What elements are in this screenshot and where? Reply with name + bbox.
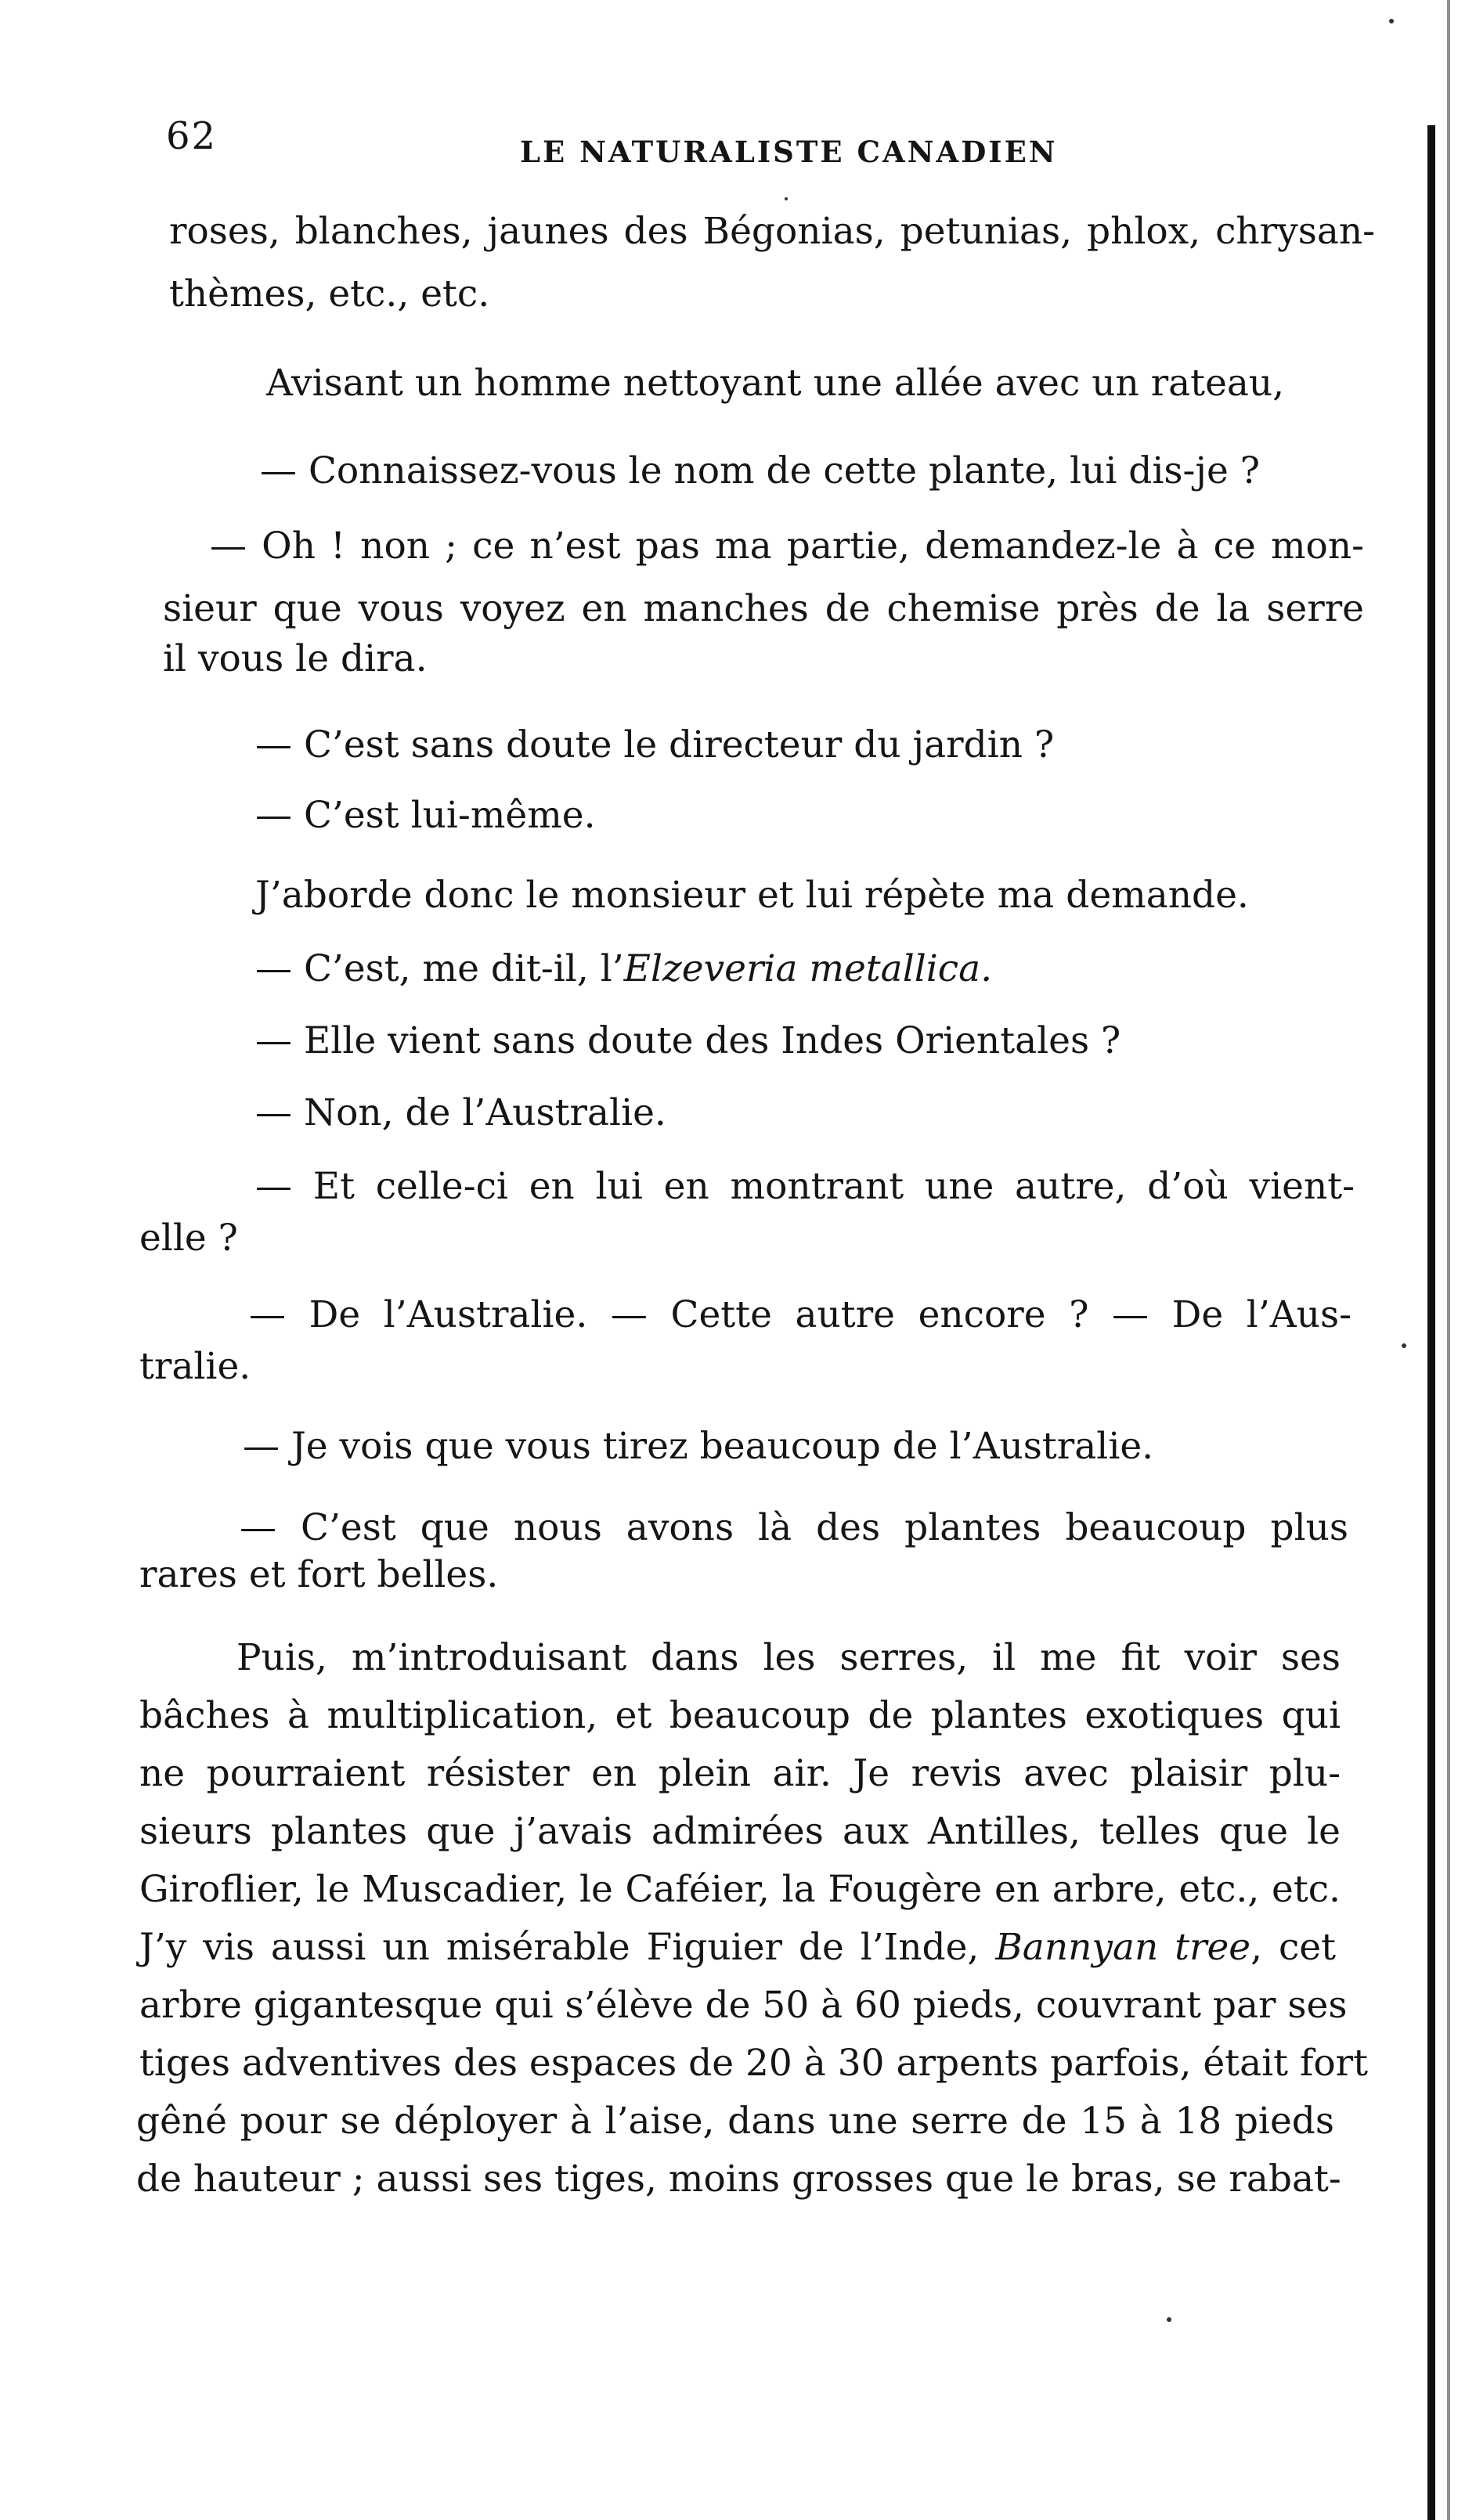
- page-edge-rule: [1427, 125, 1435, 2520]
- scan-edge-shadow: [1447, 0, 1450, 2520]
- text-line: elle ?: [139, 1217, 238, 1260]
- italic-common-name: Bannyan tree: [995, 1926, 1251, 1969]
- text-line: — C’est que nous avons là des plantes beaucoup plus: [240, 1506, 1348, 1549]
- text-line: [255, 946, 992, 993]
- text-line: — Et celle-ci en lui en montrant une autre, d’où vient-: [255, 1165, 1355, 1208]
- text-line: Giroflier, le Muscadier, le Caféier, la Fougère en arbre, etc., etc.: [139, 1868, 1341, 1911]
- text-line: sieurs plantes que j’avais admirées aux Antilles, telles que le: [139, 1810, 1341, 1853]
- text-line: — Oh ! non ; ce n’est pas ma partie, demandez-le à ce mon-: [210, 525, 1364, 568]
- text-line: tiges adventives des espaces de 20 à 30 arpents parfois, était fort: [139, 2042, 1368, 2085]
- text-segment: — C’est, me dit-il, l’: [255, 947, 624, 990]
- text-line: — Connaissez-vous le nom de cette plante, lui dis-je ?: [260, 449, 1260, 492]
- scan-speck: [1402, 1343, 1406, 1348]
- text-line: bâches à multiplication, et beaucoup de plantes exotiques qui: [139, 1694, 1341, 1737]
- text-line: Puis, m’introduisant dans les serres, il me fit voir ses: [236, 1636, 1341, 1679]
- text-line: — De l’Australie. — Cette autre encore ? — De l’Aus-: [249, 1293, 1351, 1336]
- text-line: J’aborde donc le monsieur et lui répète ma demande.: [255, 874, 1249, 917]
- italic-species-name: Elzeveria metallica.: [623, 947, 993, 990]
- text-segment: J’y vis aussi un misérable Figuier de l’Inde,: [139, 1926, 996, 1969]
- text-line: — C’est lui-même.: [255, 794, 596, 837]
- running-title: LE NATURALISTE CANADIEN: [520, 135, 1058, 169]
- scan-speck: [1389, 19, 1394, 23]
- text-line: Avisant un homme nettoyant une allée avec un rateau,: [266, 362, 1285, 405]
- text-line: thèmes, etc., etc.: [169, 272, 490, 315]
- text-line: ne pourraient résister en plein air. Je revis avec plaisir plu-: [139, 1752, 1341, 1795]
- text-line: sieur que vous voyez en manches de chemise près de la serre: [163, 587, 1364, 630]
- scan-speck: [1167, 2317, 1171, 2322]
- text-line: [139, 1924, 1336, 1971]
- text-segment: , cet: [1250, 1926, 1336, 1969]
- page-number: 62: [166, 114, 218, 158]
- text-line: roses, blanches, jaunes des Bégonias, petunias, phlox, chrysan-: [169, 210, 1375, 253]
- text-line: — Je vois que vous tirez beaucoup de l’Australie.: [243, 1425, 1154, 1468]
- text-line: il vous le dira.: [163, 637, 428, 680]
- text-line: rares et fort belles.: [139, 1553, 499, 1596]
- text-line: arbre gigantesque qui s’élève de 50 à 60 pieds, couvrant par ses: [139, 1984, 1348, 2027]
- text-line: — C’est sans doute le directeur du jardin ?: [255, 723, 1055, 766]
- text-line: tralie.: [139, 1345, 251, 1388]
- text-line: de hauteur ; aussi ses tiges, moins grosses que le bras, se rabat-: [136, 2158, 1341, 2201]
- text-line: — Non, de l’Australie.: [255, 1091, 666, 1134]
- scan-speck: [785, 197, 788, 200]
- text-line: gêné pour se déployer à l’aise, dans une serre de 15 à 18 pieds: [136, 2100, 1334, 2143]
- text-line: — Elle vient sans doute des Indes Orientales ?: [255, 1019, 1121, 1062]
